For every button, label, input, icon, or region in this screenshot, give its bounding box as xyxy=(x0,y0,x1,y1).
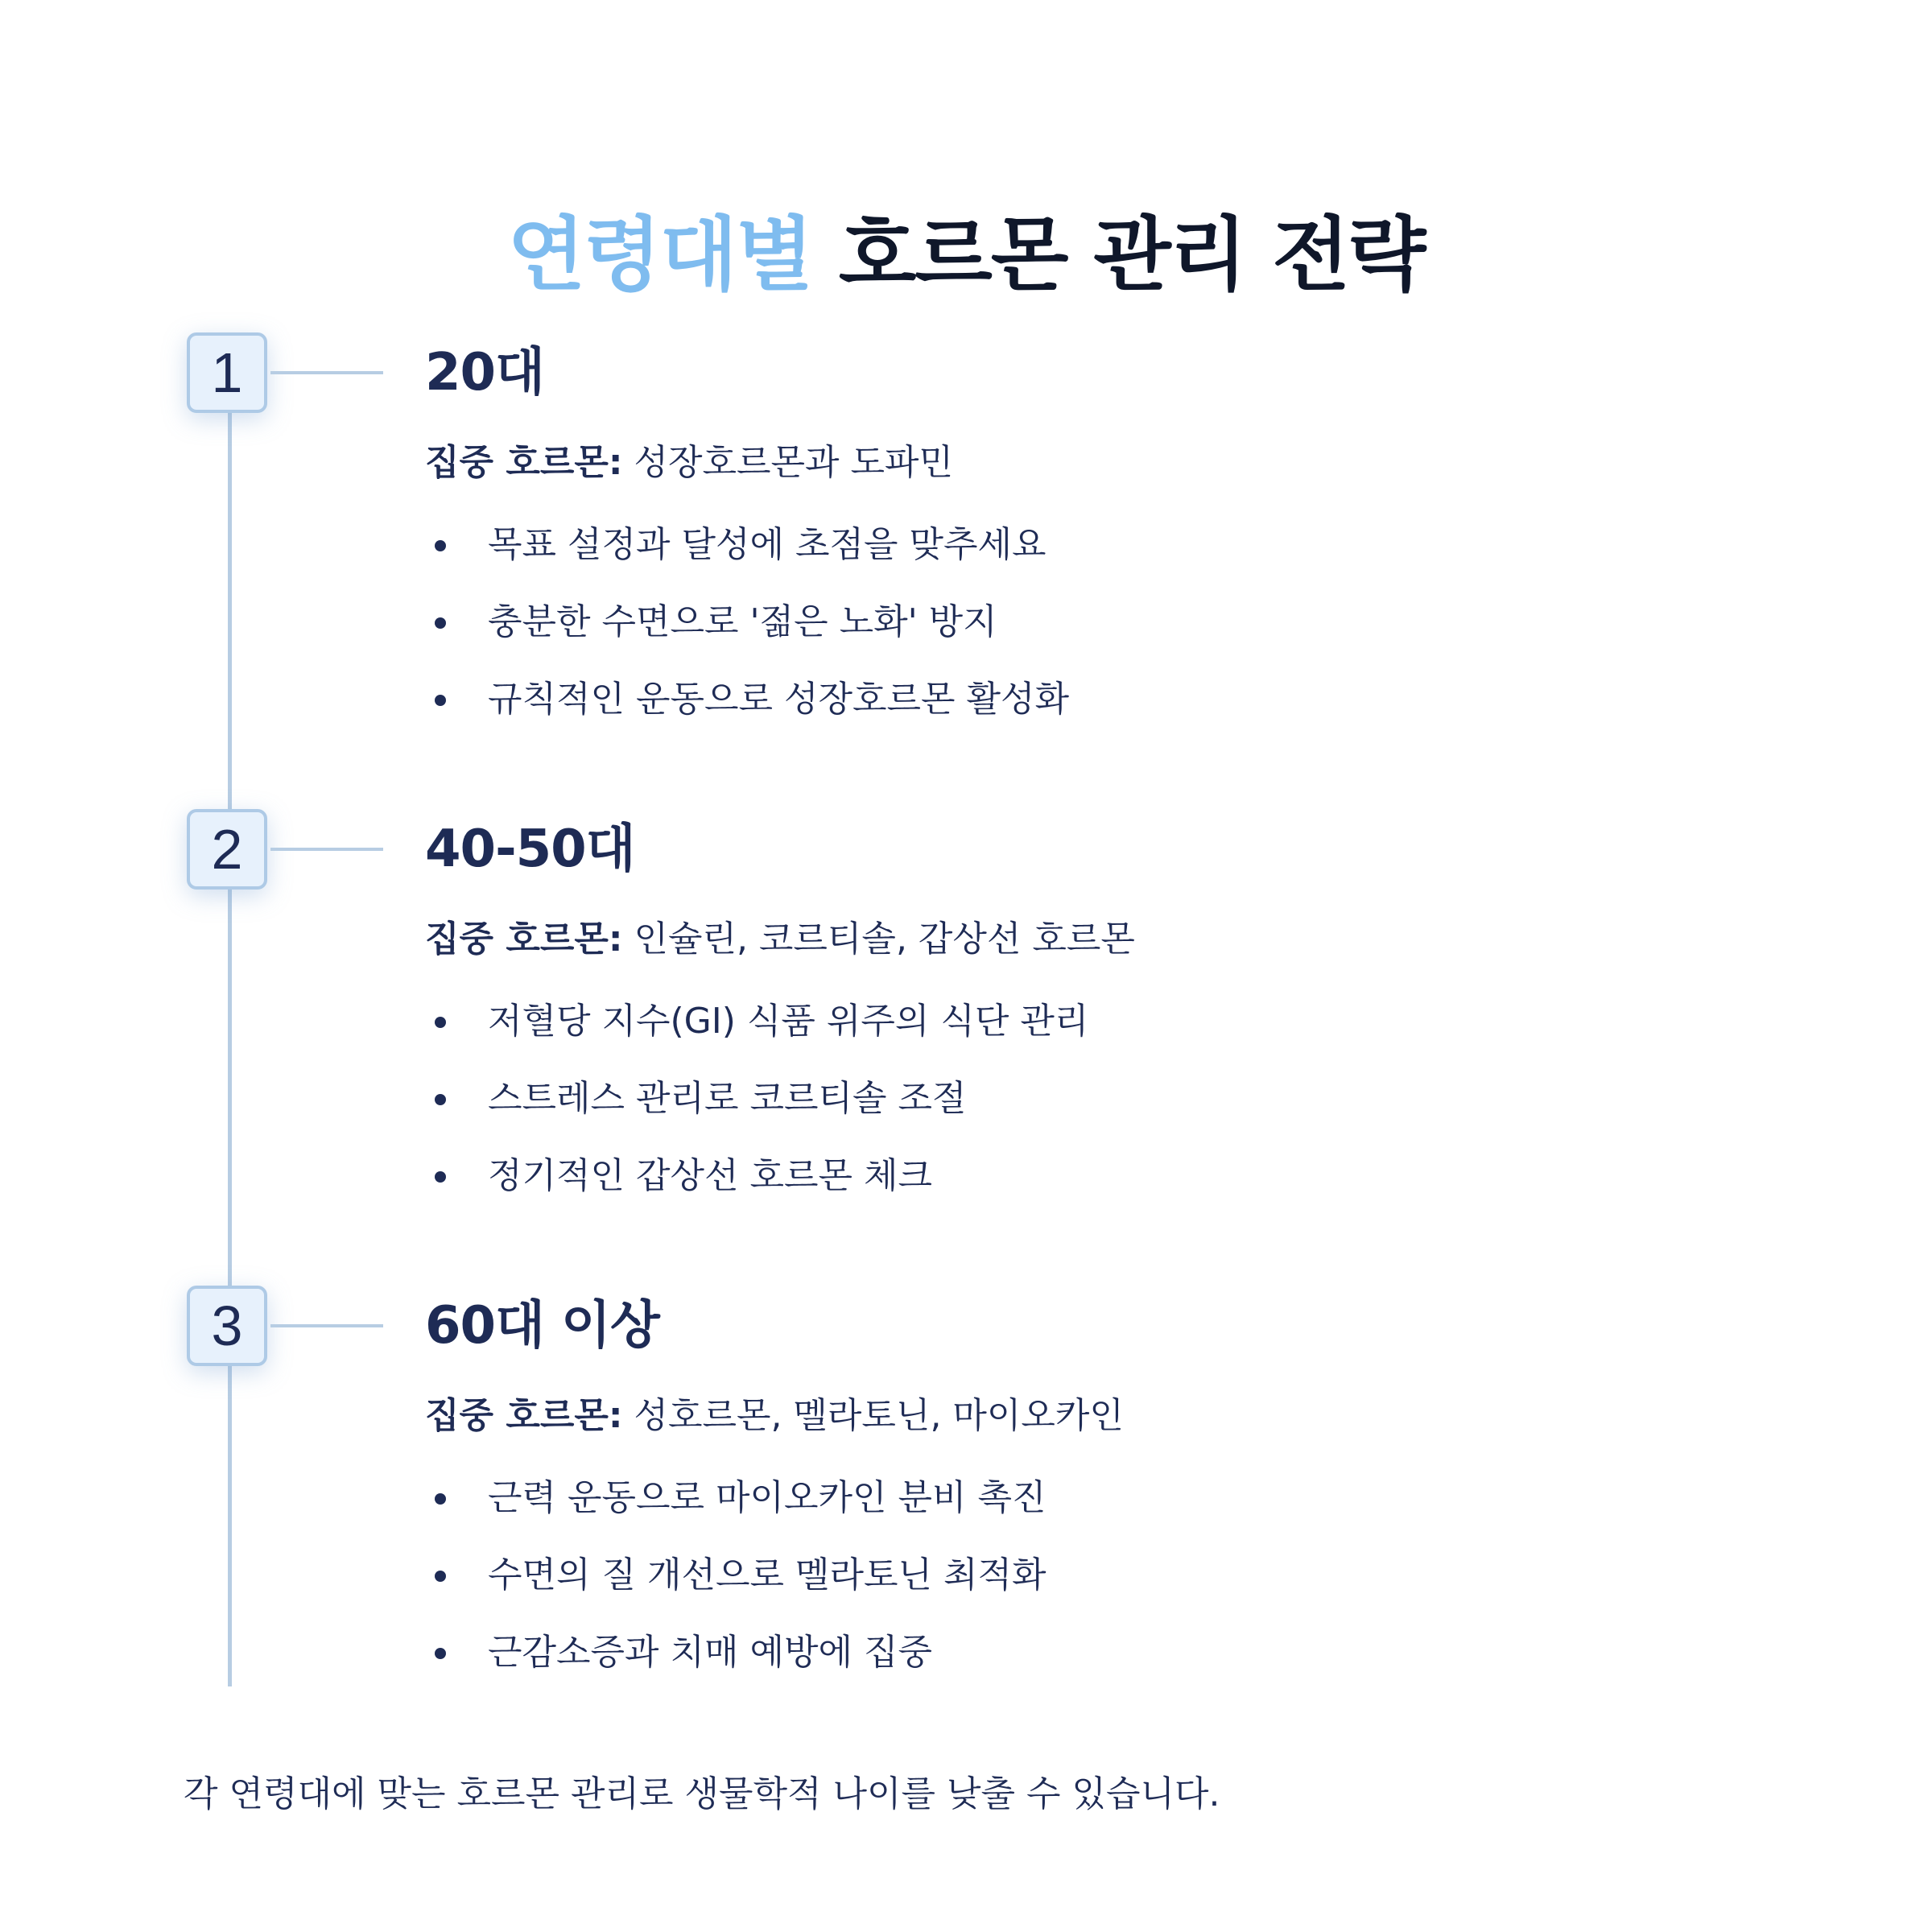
list-item xyxy=(425,598,1794,646)
step-connector-1 xyxy=(270,371,383,374)
focus-value-1: 성장호르몬과 도파민 xyxy=(634,442,953,483)
bullet-dot-icon xyxy=(435,1094,446,1105)
bullet-text: 목표 설정과 달성에 초점을 맞추세요 xyxy=(488,524,1046,565)
list-item xyxy=(425,1629,1794,1677)
bullet-list-3 xyxy=(425,1474,1794,1677)
bullet-dot-icon xyxy=(435,1571,446,1582)
step-number-box-1 xyxy=(187,332,267,413)
list-item xyxy=(425,997,1794,1046)
bullet-dot-icon xyxy=(435,1017,446,1028)
bullet-list-2 xyxy=(425,997,1794,1200)
step-number-2: 2 xyxy=(211,818,243,881)
step-heading-1: 20대 xyxy=(425,343,544,402)
bullet-text: 스트레스 관리로 코르티솔 조절 xyxy=(488,1078,967,1119)
bullet-dot-icon xyxy=(435,1648,446,1659)
bullet-list-1 xyxy=(425,521,1794,724)
bullet-text: 저혈당 지수(GI) 식품 위주의 식단 관리 xyxy=(488,1001,1089,1042)
bullet-text: 근감소증과 치매 예방에 집중 xyxy=(488,1632,933,1673)
step-section-1 xyxy=(425,341,1794,753)
focus-hormones-3 xyxy=(425,1392,1794,1440)
step-section-2 xyxy=(425,817,1794,1229)
step-connector-3 xyxy=(270,1324,383,1327)
bullet-text: 근력 운동으로 마이오카인 분비 촉진 xyxy=(488,1477,1046,1518)
bullet-text: 정기적인 갑상선 호르몬 체크 xyxy=(488,1155,933,1196)
page-title xyxy=(0,203,1932,308)
focus-label-3: 집중 호르몬: xyxy=(425,1395,623,1436)
focus-hormones-2 xyxy=(425,915,1794,964)
step-connector-2 xyxy=(270,848,383,851)
list-item xyxy=(425,1152,1794,1200)
footer-note: 각 연령대에 맞는 호르몬 관리로 생물학적 나이를 낮출 수 있습니다. xyxy=(184,1773,1220,1814)
list-item xyxy=(425,1474,1794,1522)
bullet-text: 규칙적인 운동으로 성장호르몬 활성화 xyxy=(488,679,1070,720)
bullet-dot-icon xyxy=(435,617,446,629)
focus-value-2: 인슐린, 코르티솔, 갑상선 호르몬 xyxy=(634,919,1135,960)
bullet-dot-icon xyxy=(435,695,446,706)
step-section-3 xyxy=(425,1294,1794,1706)
step-number-3: 3 xyxy=(211,1294,243,1357)
step-number-1: 1 xyxy=(211,341,243,404)
list-item xyxy=(425,1551,1794,1600)
bullet-dot-icon xyxy=(435,1493,446,1505)
step-heading-2: 40-50대 xyxy=(425,819,635,879)
bullet-text: 수면의 질 개선으로 멜라토닌 최적화 xyxy=(488,1554,1046,1596)
step-number-box-2 xyxy=(187,809,267,890)
focus-hormones-1 xyxy=(425,439,1794,487)
title-rest: 호르몬 관리 전략 xyxy=(838,208,1425,302)
focus-label-1: 집중 호르몬: xyxy=(425,442,623,483)
bullet-dot-icon xyxy=(435,1171,446,1183)
bullet-text: 충분한 수면으로 '젊은 노화' 방지 xyxy=(488,601,997,642)
focus-label-2: 집중 호르몬: xyxy=(425,919,623,960)
timeline-line xyxy=(228,407,232,1686)
list-item xyxy=(425,675,1794,724)
bullet-dot-icon xyxy=(435,540,446,551)
step-heading-3: 60대 이상 xyxy=(425,1296,659,1356)
step-number-box-3 xyxy=(187,1286,267,1366)
list-item xyxy=(425,1075,1794,1123)
title-accent: 연령대별 xyxy=(507,208,812,302)
focus-value-3: 성호르몬, 멜라토닌, 마이오카인 xyxy=(634,1395,1124,1436)
list-item xyxy=(425,521,1794,569)
